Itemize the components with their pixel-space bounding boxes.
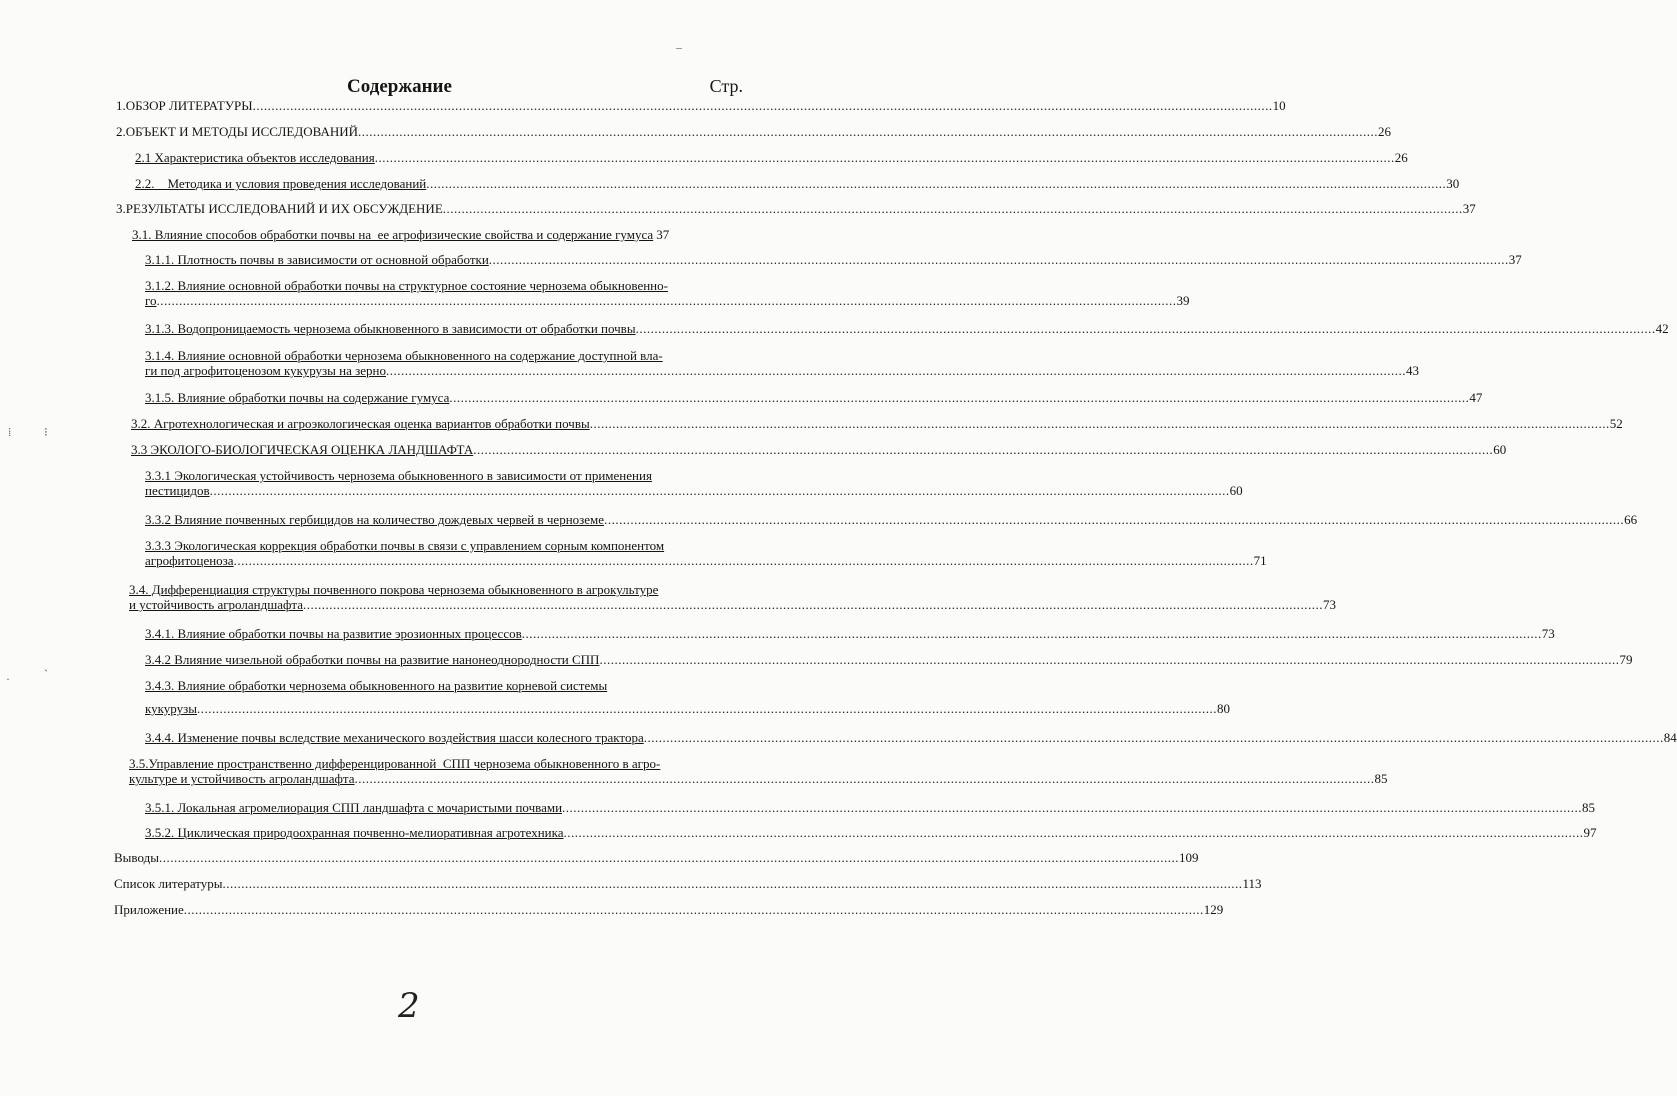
handwritten-page-number: 2 — [398, 986, 420, 1026]
toc-entry[interactable]: 3.1.5. Влияние обработки почвы на содержание гумуса ..... 47 — [145, 390, 742, 405]
toc-entry[interactable]: 3.3 ЭКОЛОГО-БИОЛОГИЧЕСКАЯ ОЦЕНКА ЛАНДШАФТА ..... 60 — [131, 442, 742, 457]
toc-entry[interactable]: 3.РЕЗУЛЬТАТЫ ИССЛЕДОВАНИЙ И ИХ ОБСУЖДЕНИЕ ..... 37 — [116, 201, 742, 216]
page-column-label: Стр. — [709, 76, 743, 96]
scan-mark: – — [676, 40, 682, 54]
toc-entry[interactable]: 3.2. Агротехнологическая и агроэкологическая оценка вариантов обработки почвы ..... 52 — [131, 416, 742, 431]
toc-entry[interactable]: 2.2. Методика и условия проведения исследований ..... 30 — [135, 176, 742, 191]
toc-entry[interactable]: 3.4. Дифференциация структуры почвенного покрова чернозема обыкновенного в агрокультуре и устойчивость агроландшафта ..... 73 — [129, 582, 742, 612]
scan-mark: ⁞ — [8, 425, 12, 439]
toc-entry[interactable]: 3.3.3 Экологическая коррекция обработки почвы в связи с управлением сорным компонентом агрофитоценоза ..... 71 — [145, 538, 742, 568]
scan-mark: ⁝ — [44, 425, 48, 439]
toc-entry[interactable]: 3.4.3. Влияние обработки чернозема обыкновенного на развитие корневой системы кукурузы ..... 80 — [145, 678, 742, 716]
toc-entry[interactable]: Выводы ..... 109 — [114, 850, 742, 865]
toc-entry[interactable]: 3.1. Влияние способов обработки почвы на ее агрофизические свойства и содержание гумуса 37 — [132, 227, 670, 242]
toc-entry[interactable]: Приложение ..... 129 — [114, 902, 742, 917]
scan-mark: · — [6, 672, 10, 686]
toc-entry[interactable]: 3.5.Управление пространственно дифференцированной СПП чернозема обыкновенного в агро- культуре и устойчивость агроландшафта ..... 85 — [129, 756, 742, 786]
toc-entry[interactable]: 3.5.1. Локальная агромелиорация СПП ландшафта с мочаристыми почвами ..... 85 — [145, 800, 742, 815]
toc-entry[interactable]: 2.ОБЪЕКТ И МЕТОДЫ ИССЛЕДОВАНИЙ ..... 26 — [116, 124, 742, 139]
toc-entry[interactable]: 3.1.2. Влияние основной обработки почвы на структурное состояние чернозема обыкновенно- го ..... 39 — [145, 278, 742, 308]
toc-entry[interactable]: 3.4.1. Влияние обработки почвы на развитие эрозионных процессов ..... 73 — [145, 626, 742, 641]
scan-mark: ˏ — [44, 658, 48, 672]
toc-entry[interactable]: 1.ОБЗОР ЛИТЕРАТУРЫ ..... 10 — [116, 98, 742, 113]
toc-entry[interactable]: 3.3.2 Влияние почвенных гербицидов на количество дождевых червей в черноземе ..... 66 — [145, 512, 742, 527]
toc-entry[interactable]: 2.1 Характеристика объектов исследования ..... 26 — [135, 150, 742, 165]
toc-entry[interactable]: 3.4.2 Влияние чизельной обработки почвы на развитие нанонеоднородности СПП ..... 79 — [145, 652, 742, 667]
toc-entry[interactable]: 3.1.4. Влияние основной обработки чернозема обыкновенного на содержание доступной вла- ги под агрофитоценозом кукурузы на зерно ..... 43 — [145, 348, 742, 378]
toc-entry[interactable]: 3.4.4. Изменение почвы вследствие механического воздействия шасси колесного трактора ..... 84 — [145, 730, 742, 745]
toc-entry[interactable]: 3.3.1 Экологическая устойчивость чернозема обыкновенного в зависимости от применения пестицидов ..... 60 — [145, 468, 742, 498]
toc-entry[interactable]: 3.1.3. Водопроницаемость чернозема обыкновенного в зависимости от обработки почвы ..... 42 — [145, 321, 742, 336]
page-title: Содержание — [347, 76, 452, 97]
toc-entry[interactable]: 3.1.1. Плотность почвы в зависимости от основной обработки ..... 37 — [145, 252, 742, 267]
toc-entry[interactable]: Список литературы ..... 113 — [114, 876, 742, 891]
toc-entry[interactable]: 3.5.2. Циклическая природоохранная почвенно-мелиоративная агротехника ..... 97 — [145, 825, 742, 840]
